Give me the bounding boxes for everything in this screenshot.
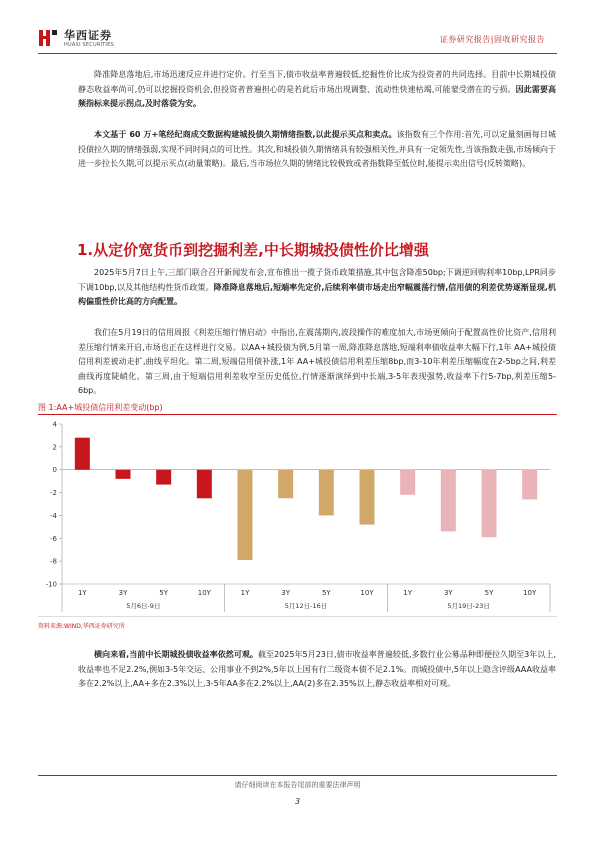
- x-tick-label: 3Y: [281, 589, 291, 597]
- paragraph-emphasis: 本文基于 60 万+笔经纪商成交数据构建城投债久期情绪指数,以此提示买点和卖点。: [94, 130, 397, 139]
- paragraph-text: 该指数有三个作用:首先,可以定量刻画每日城投债拉久期的情绪强弱,实现不同时间点的可比性。其次,和城投债久期情绪具有较强相关性,并具有一定领先性,当该指数走强,市场倾向于进一步拉长久期,可以提示买点(动量策略)。最后,当市场拉久期的情绪比较极致或者指数降至低位时,能提示卖出信号(反转策略)。: [78, 130, 556, 168]
- page-number: 3: [294, 797, 301, 806]
- logo-icon: [38, 28, 58, 48]
- bar: [441, 470, 456, 532]
- bar: [116, 470, 131, 479]
- x-tick-label: 10Y: [197, 589, 211, 597]
- bar: [400, 470, 415, 495]
- report-type-label: 证券研究报告|固收研究报告: [439, 35, 545, 44]
- bar: [238, 470, 253, 560]
- bar: [197, 470, 212, 499]
- bar: [319, 470, 334, 516]
- x-tick-label: 10Y: [360, 589, 374, 597]
- paragraph-method: [78, 128, 556, 172]
- x-tick-label: 5Y: [321, 589, 331, 597]
- figure-source: 资料来源:WIND,华西证券研究所: [38, 623, 125, 630]
- y-tick-label: -10: [45, 580, 57, 589]
- group-label: 5月6日-9日: [126, 602, 161, 610]
- x-tick-label: 3Y: [118, 589, 128, 597]
- paragraph-intro: [78, 68, 556, 112]
- source-divider: [38, 616, 557, 617]
- figure-divider: [38, 414, 557, 415]
- y-tick-label: 0: [52, 466, 57, 475]
- header-divider: [38, 53, 557, 54]
- paragraph-weekly-review: 我们在5月19日的信用周报《利差压缩行情启动》中指出,在震荡期内,波段操作的难度加大,市场更倾向于配置高性价比资产,信用利差压缩行情来开启,市场也正在这样进行交易。以AA+城投债为例,5月第一周,降准降息落地,短端利率债收益率大幅下行,1年 AA+城投债信用利差被动走扩,曲线平坦化。第二周,短端信用债补涨,1年 AA+城投债信用利差压缩8bp,而3-10年利差压缩幅度在2-5bp之间,利差曲线再度陡峭化。第三周,由于短端信用利差收窄至历史低位,行情逐渐演绎到中长端,3-5年表现强势,收益率下行5-7bp,利差压缩5-6bp。: [78, 328, 556, 395]
- y-tick-label: -2: [50, 489, 57, 498]
- brand-name-cn: 华西证券: [64, 29, 112, 42]
- x-tick-label: 5Y: [484, 589, 494, 597]
- footer-disclaimer: 请仔细阅读在本报告尾部的重要法律声明: [234, 781, 361, 789]
- paragraph-text: 截至2025年5月23日,债市收益率普遍较低,多数行业公募品种即便拉久期至3年以上,收益率也不足2.2%,例如3-5年交运、公用事业不到2%,5年以上国有行二级资本债不足2.1%。而城投债中,5年以上隐含评级AAA收益率多在2.2%以上,AA+多在2.3%以上,3-5年AA多在2.2%以上,AA(2)多在2.35%以上,静态收益率相对可观。: [78, 650, 556, 688]
- y-tick-label: -4: [50, 511, 57, 520]
- bar: [482, 470, 497, 537]
- bar-chart: [38, 416, 557, 614]
- x-tick-label: 1Y: [77, 589, 87, 597]
- group-label: 5月12日-16日: [284, 602, 328, 610]
- x-tick-label: 3Y: [443, 589, 453, 597]
- bar: [522, 470, 537, 500]
- paragraph-text: 2025年5月7日上午,三部门联合召开新闻发布会,宣布推出一揽子货币政策措施,其中包含降准50bp;下调逆回购利率10bp,LPR同步下调10bp,以及其他结构性货币政策。: [78, 268, 556, 292]
- paragraph-yield-comparison: [78, 648, 556, 692]
- x-tick-label: 10Y: [523, 589, 537, 597]
- bar: [278, 470, 293, 499]
- y-tick-label: -6: [50, 534, 57, 543]
- bar: [156, 470, 171, 485]
- x-tick-label: 1Y: [403, 589, 413, 597]
- paragraph-emphasis: 因此需要高频指标来提示拐点,及时落袋为安。: [78, 84, 557, 108]
- bar: [75, 438, 90, 470]
- section-title: 1.从定价宽货币到挖掘利差,中长期城投债性价比增强: [77, 241, 429, 259]
- y-tick-label: -8: [50, 557, 57, 566]
- paragraph-text: 降准降息落地后,市场迅速反应并进行定价。行至当下,债市收益率普遍较低,挖掘性价比成为投资者的共同选择。目前中长期城投债静态收益率尚可,仍可以挖掘投资机会,但投资者普遍担心的是若此后市场出现调整、流动性快速枯竭,可能蒙受潜在的亏损。: [78, 70, 556, 94]
- brand-name-en: HUAXI SECURITIES: [64, 42, 114, 48]
- x-tick-label: 1Y: [240, 589, 250, 597]
- x-tick-label: 5Y: [159, 589, 169, 597]
- bar: [360, 470, 375, 525]
- y-tick-label: 4: [52, 420, 57, 429]
- paragraph-policy: [78, 266, 556, 310]
- group-label: 5月19日-23日: [447, 602, 490, 610]
- y-tick-label: 2: [52, 443, 57, 452]
- footer-divider: [38, 775, 557, 776]
- paragraph-emphasis: 横向来看,当前中长期城投债收益率依然可观。: [94, 650, 258, 659]
- figure-title: 图 1:AA+城投债信用利差变动(bp): [38, 403, 163, 412]
- paragraph-emphasis: 降准降息落地后,短端率先定价,后续利率债市场走出窄幅震荡行情,信用债的利差优势逐渐显现,机构偏重性价比高的方向配置。: [78, 282, 556, 306]
